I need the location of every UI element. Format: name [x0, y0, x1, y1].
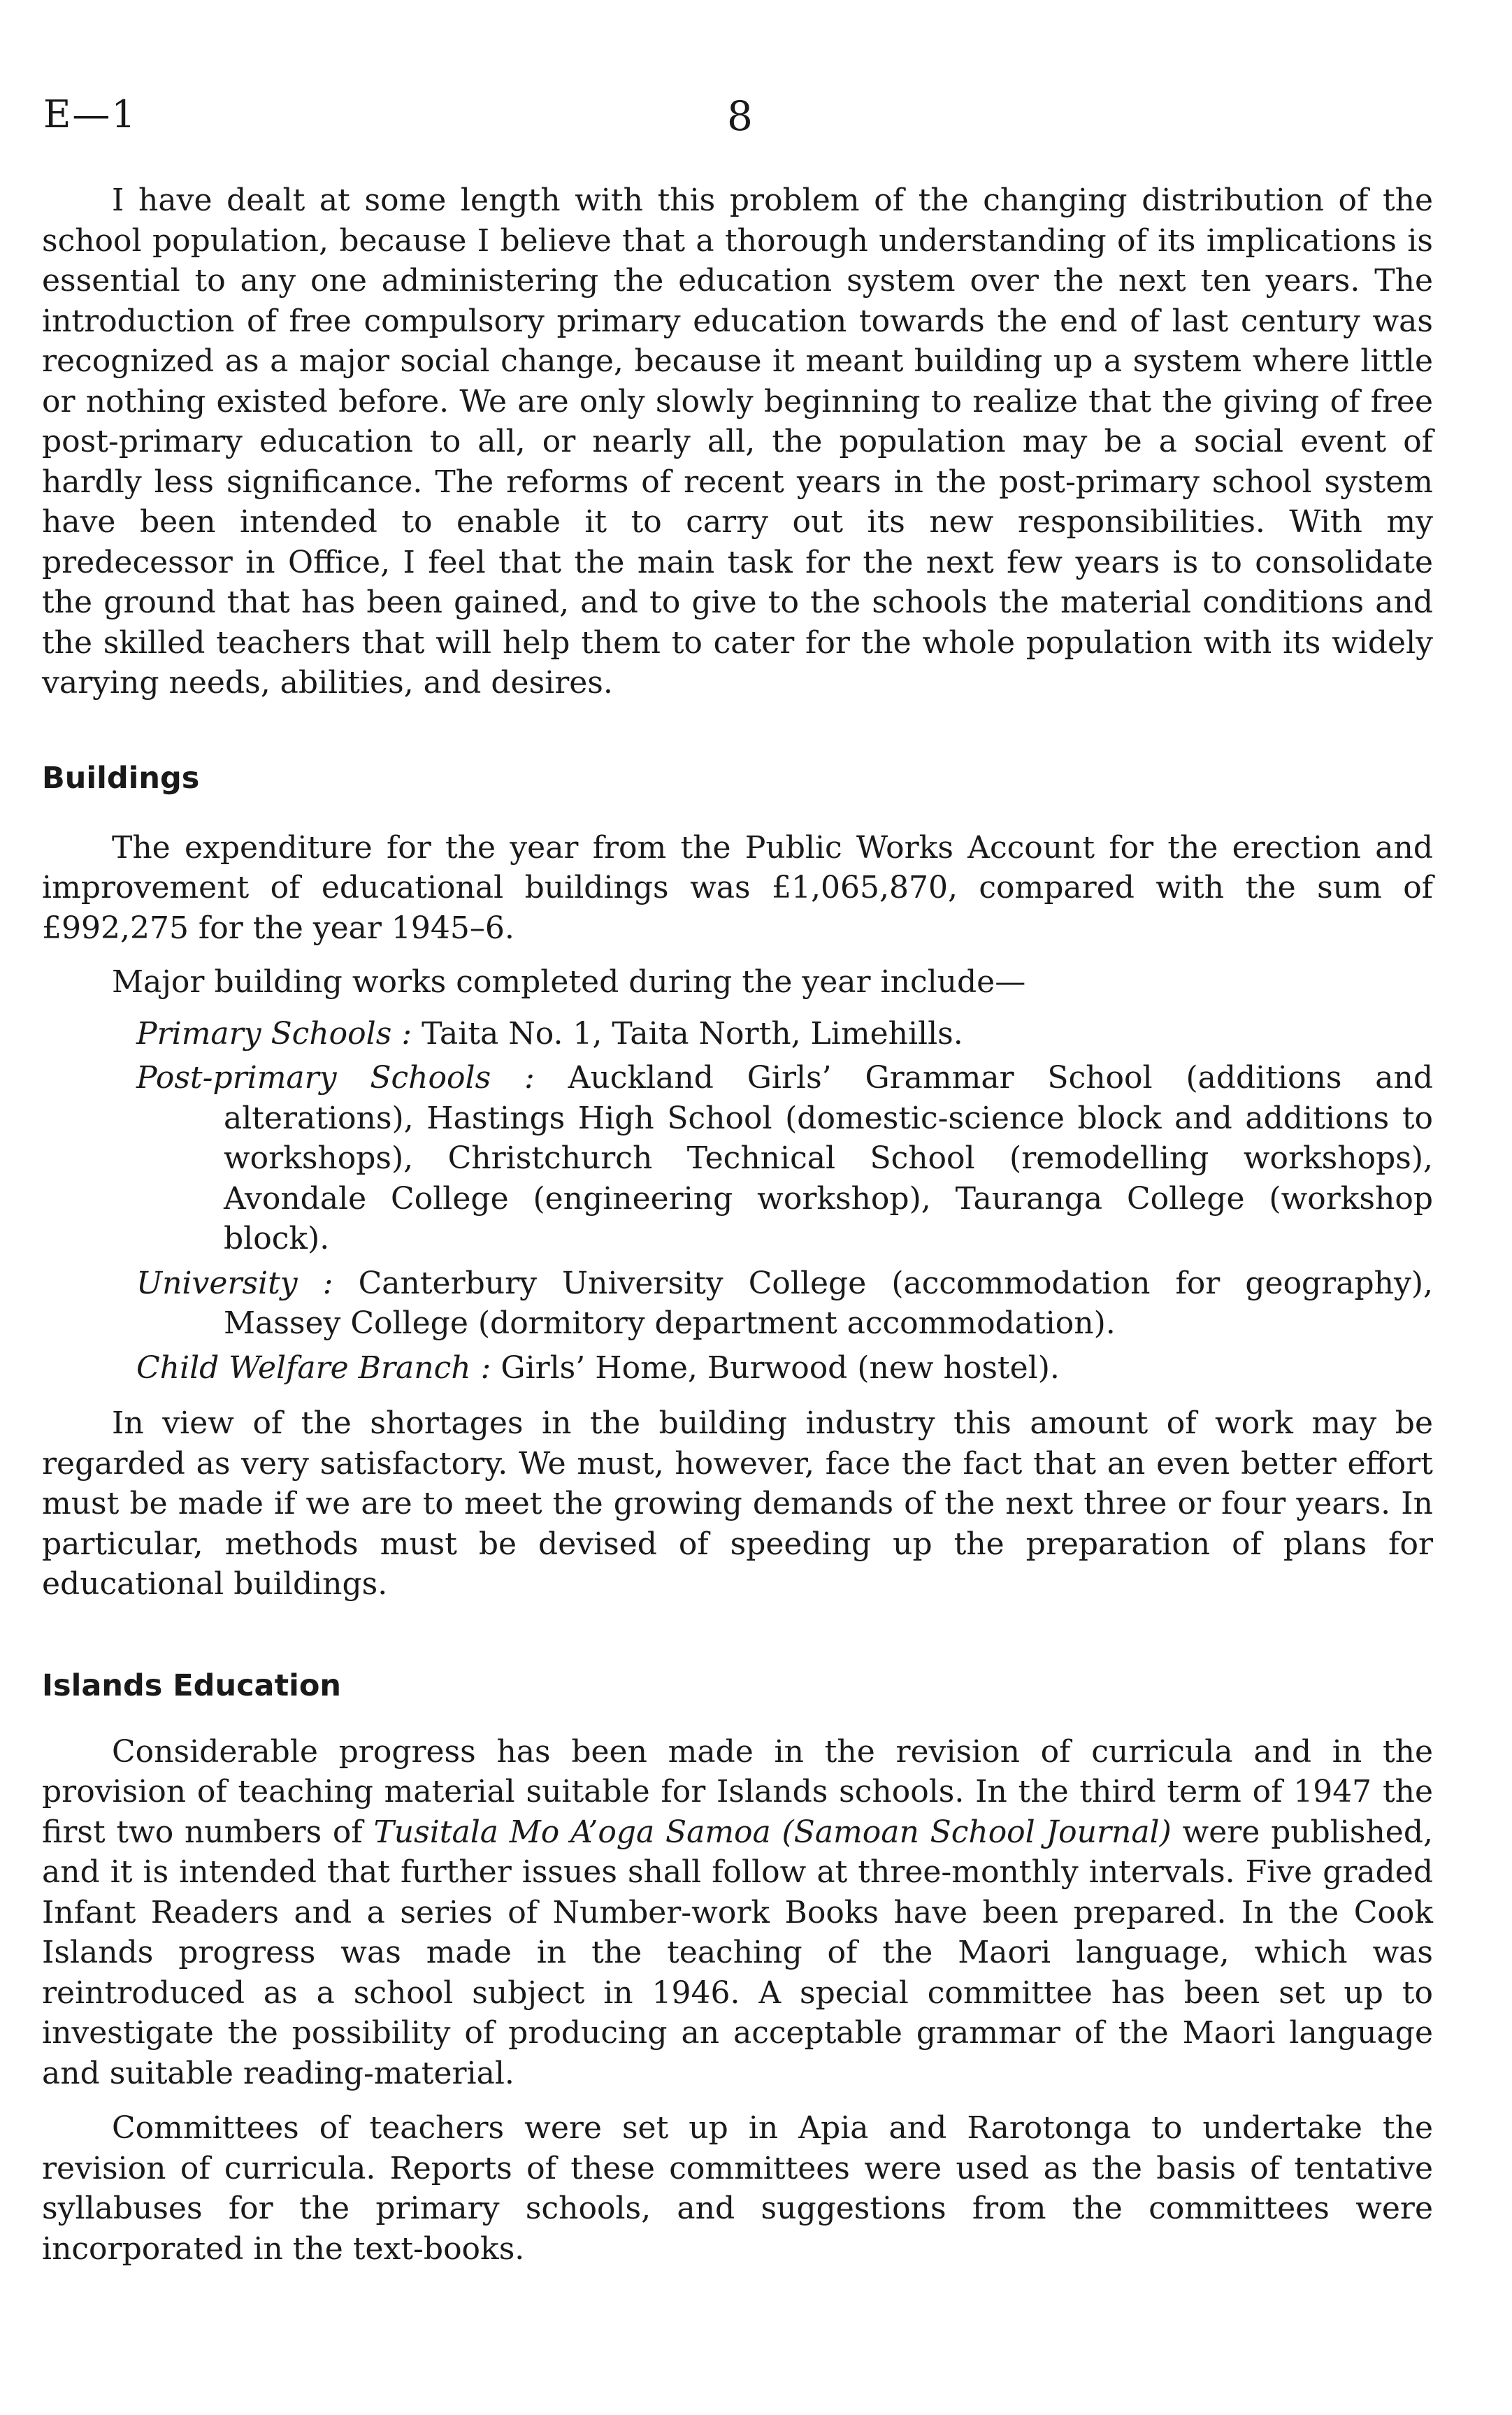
works-item-text: Taita No. 1, Taita North, Limehills.	[422, 1015, 963, 1052]
works-item-label: University :	[136, 1265, 333, 1301]
works-item-label: Post-primary Schools :	[136, 1060, 535, 1096]
islands-paragraph-1	[42, 1732, 1433, 2094]
islands-paragraph-1-start: Considerable progress has been made in the revision of curricula and in the provision of teaching material suitable for Islands schools. In the third term of 1947 the first two numbers of	[42, 1733, 1433, 1850]
expenditure-paragraph: The expenditure for the year from the Public Works Account for the erection and improvement of educational buildings was £1,065,870, compared with the sum of £992,275 for the year 1945–6.	[42, 829, 1433, 946]
buildings-heading: Buildings	[42, 760, 200, 796]
building-works-item	[42, 1263, 1433, 1344]
journal-title: Tusitala Mo A’oga Samoa (Samoan School Journal)	[373, 1814, 1172, 1850]
page-number: 8	[727, 92, 753, 140]
buildings-closing-paragraph: In view of the shortages in the building industry this amount of work may be regarded as very satisfactory. We must, however, face the fact that an even better effort must be made if we are to meet the growing demands of the next three or four years. In particular, methods must be devised of speeding up the preparation of plans for educational buildings.	[42, 1405, 1433, 1602]
building-works-item	[42, 1014, 1433, 1054]
works-item-text: Auckland Girls’ Grammar School (additions and alterations), Hastings High School (domestic-science block and additions to workshops), Christchurch Technical School (remodelling workshops), Avondale College (engineering workshop), Tauranga College (workshop block).	[224, 1060, 1433, 1256]
works-item-label: Primary Schools :	[136, 1015, 412, 1052]
page-content	[42, 180, 1433, 2269]
islands-education-heading: Islands Education	[42, 1668, 342, 1703]
works-item-text: Girls’ Home, Burwood (new hostel).	[501, 1349, 1060, 1386]
intro-paragraph: I have dealt at some length with this problem of the changing distribution of the school population, because I believe that a thorough understanding of its implications is essential to any one administering the education system over the next ten years. The introduction of free compulsory primary education towards the end of last century was recognized as a major social change, because it meant building up a system where little or nothing existed before. We are only slowly beginning to realize that the giving of free post-primary education to all, or nearly all, the population may be a social event of hardly less significance. The reforms of recent years in the post-primary school system have been intended to enable it to carry out its new responsibilities. With my predecessor in Office, I feel that the main task for the next few years is to consolidate the ground that has been gained, and to give to the schools the material conditions and the skilled teachers that will help them to cater for the whole population with its widely varying needs, abilities, and desires.	[42, 182, 1433, 701]
works-item-label: Child Welfare Branch :	[136, 1349, 491, 1386]
works-item-text: Canterbury University College (accommodation for geography), Massey College (dormitory department accommodation).	[224, 1265, 1433, 1341]
works-intro-paragraph: Major building works completed during the year include—	[112, 964, 1026, 1000]
building-works-item	[42, 1058, 1433, 1259]
document-reference: E—1	[43, 92, 137, 136]
islands-paragraph-1-end: were published, and it is intended that further issues shall follow at three-monthly intervals. Five graded Infant Readers and a series of Number-work Books have been prepared. In the Cook Islands progress was made in the teaching of the Maori language, which was reintroduced as a school subject in 1946. A special committee has been set up to investigate the possibility of producing an acceptable grammar of the Maori language and suitable reading-material.	[42, 1814, 1433, 2091]
islands-paragraph-2: Committees of teachers were set up in Apia and Rarotonga to undertake the revision of curricula. Reports of these committees were used as the basis of tentative syllabuses for the primary schools, and suggestions from the committees were incorporated in the text-books.	[42, 2110, 1433, 2267]
building-works-list	[42, 1014, 1433, 1389]
building-works-item	[42, 1348, 1433, 1389]
